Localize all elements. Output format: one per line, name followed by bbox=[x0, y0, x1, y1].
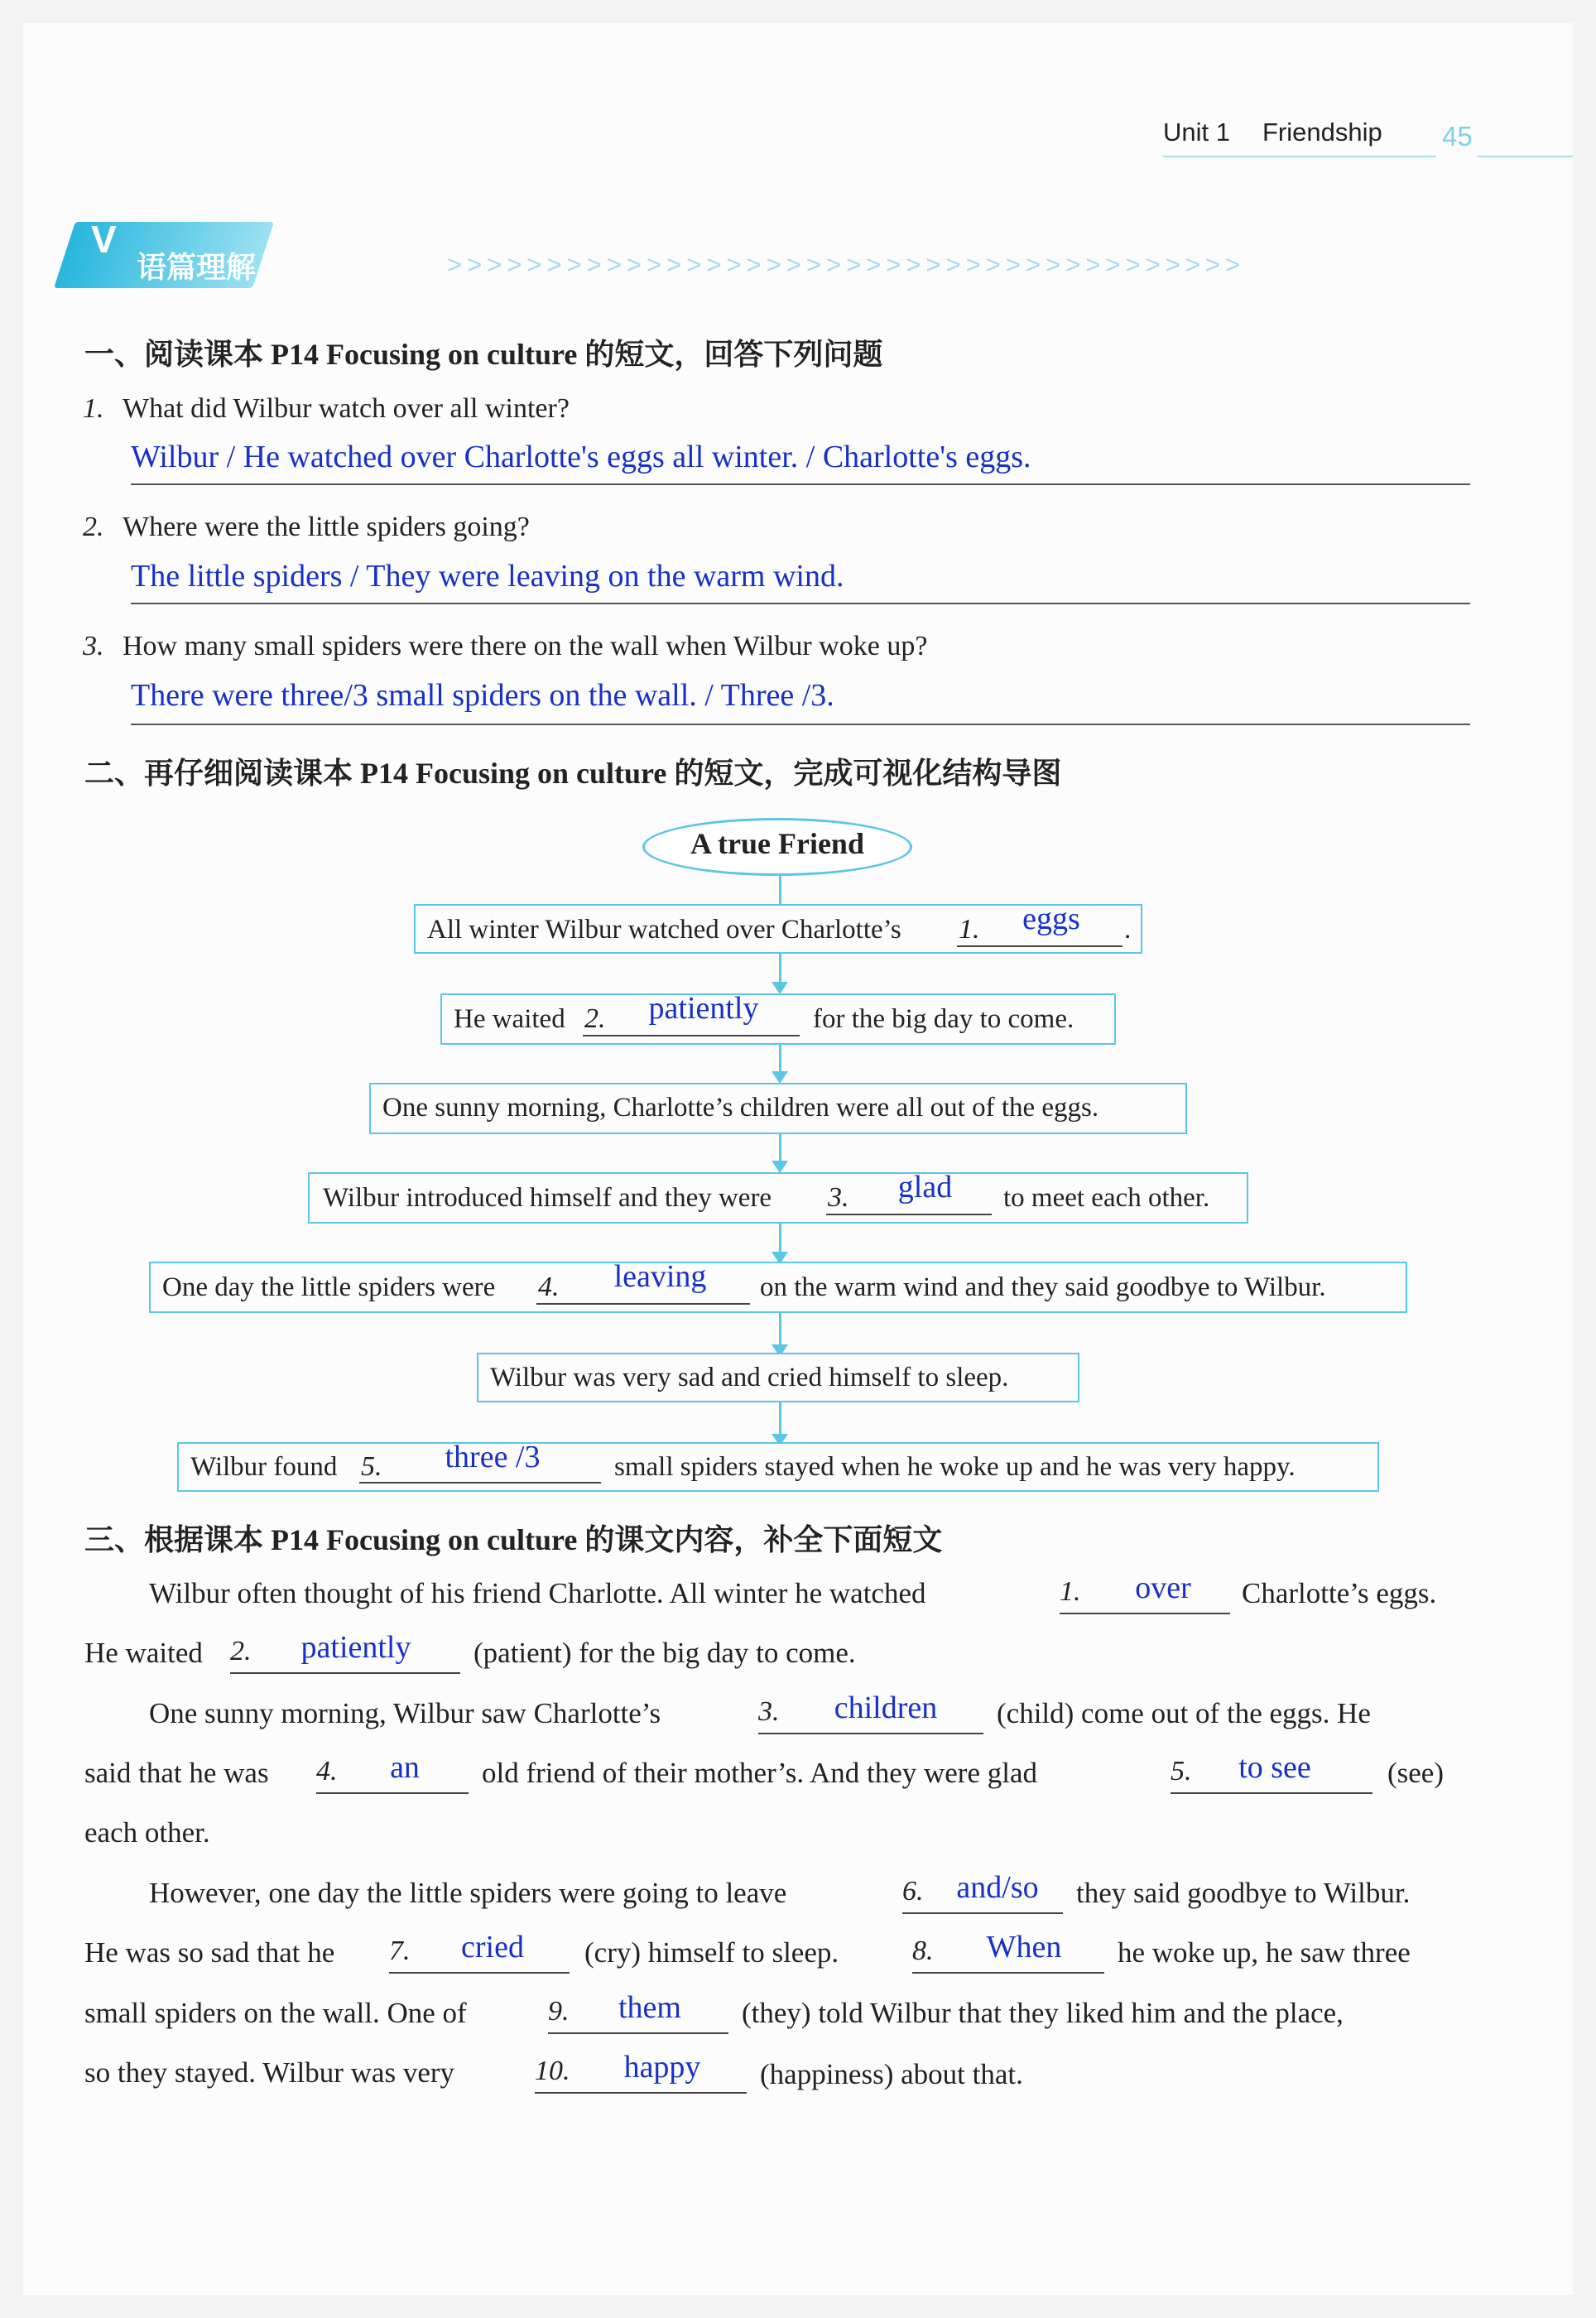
flow-box-5-end: on the warm wind and they said goodbye to Wilbur. bbox=[760, 1272, 1326, 1302]
blank-answer: When bbox=[986, 1930, 1062, 1965]
page-number: 45 bbox=[1442, 121, 1473, 151]
answer-line bbox=[131, 724, 1470, 725]
passage-text: he woke up, he saw three bbox=[1118, 1936, 1411, 1969]
blank-line bbox=[536, 1303, 750, 1305]
blank-number: 7. bbox=[389, 1936, 411, 1966]
passage-text: each other. bbox=[84, 1816, 210, 1849]
blank-answer: and/so bbox=[956, 1870, 1039, 1905]
blank-line bbox=[230, 1672, 460, 1674]
blank-line bbox=[1060, 1613, 1230, 1614]
header-rule-right bbox=[1478, 156, 1573, 157]
answer-line bbox=[131, 603, 1470, 604]
passage-text: old friend of their mother’s. And they were glad bbox=[482, 1757, 1037, 1789]
center-title: A true Friend bbox=[690, 827, 864, 860]
arrow-down-icon bbox=[772, 1161, 788, 1173]
passage-text: One sunny morning, Wilbur saw Charlotte’s bbox=[149, 1697, 661, 1729]
blank-line bbox=[912, 1972, 1104, 1974]
blank-line bbox=[359, 1482, 601, 1484]
flow-box-1-end: . bbox=[1124, 915, 1132, 945]
blank-number: 4. bbox=[538, 1272, 560, 1302]
connector bbox=[779, 1133, 781, 1164]
blank-number: 1. bbox=[1060, 1576, 1081, 1607]
question-3 bbox=[83, 631, 927, 662]
section-title: 语篇理解 bbox=[137, 250, 257, 284]
blank-answer: to see bbox=[1238, 1750, 1311, 1785]
blank-number: 9. bbox=[548, 1996, 570, 2027]
blank-number: 1. bbox=[959, 914, 980, 945]
blank-line bbox=[957, 945, 1122, 947]
passage-text: (child) come out of the eggs. He bbox=[997, 1697, 1371, 1729]
v-icon: V bbox=[91, 218, 117, 261]
part3-heading: 三、根据课本 P14 Focusing on culture 的课文内容，补全下面短文 bbox=[84, 1523, 943, 1556]
passage-text: said that he was bbox=[84, 1757, 269, 1789]
part1-heading: 一、阅读课本 P14 Focusing on culture 的短文，回答下列问题 bbox=[84, 338, 883, 371]
flow-box-7-end: small spiders stayed when he woke up and he was very happy. bbox=[614, 1452, 1296, 1482]
blank-line bbox=[389, 1972, 570, 1974]
blank-line bbox=[535, 2092, 747, 2094]
passage-text: so they stayed. Wilbur was very bbox=[84, 2056, 455, 2089]
passage-text: small spiders on the wall. One of bbox=[84, 1997, 467, 2029]
blank-answer: them bbox=[618, 1990, 681, 2025]
flow-box-7-text: Wilbur found bbox=[190, 1452, 338, 1482]
blank-answer: over bbox=[1135, 1570, 1191, 1605]
passage-text: (patient) for the big day to come. bbox=[474, 1637, 856, 1669]
flow-box-4-end: to meet each other. bbox=[1003, 1183, 1210, 1213]
passage-text: (cry) himself to sleep. bbox=[584, 1936, 839, 1969]
passage-text: However, one day the little spiders were going to leave bbox=[149, 1877, 787, 1909]
blank-number: 2. bbox=[230, 1636, 252, 1666]
flow-box-5-text: One day the little spiders were bbox=[162, 1272, 496, 1302]
blank-answer: three /3 bbox=[445, 1440, 541, 1474]
flow-box-2-end: for the big day to come. bbox=[813, 1004, 1074, 1034]
passage-text: they said goodbye to Wilbur. bbox=[1076, 1877, 1411, 1909]
question-number: 1. bbox=[83, 393, 104, 424]
answer-3: There were three/3 small spiders on the wall. / Three /3. bbox=[131, 678, 834, 713]
blank-answer: happy bbox=[623, 2050, 701, 2085]
question-number: 3. bbox=[83, 631, 104, 661]
question-text: Where were the little spiders going? bbox=[123, 512, 530, 542]
answer-line bbox=[131, 483, 1470, 485]
blank-number: 5. bbox=[361, 1451, 382, 1482]
flow-box-3-text: One sunny morning, Charlotte’s children were all out of the eggs. bbox=[382, 1093, 1099, 1123]
connector bbox=[779, 1402, 781, 1437]
blank-number: 3. bbox=[828, 1182, 849, 1213]
question-number: 2. bbox=[83, 512, 104, 542]
header-rule bbox=[1163, 156, 1436, 157]
flow-box-4-text: Wilbur introduced himself and they were bbox=[323, 1183, 772, 1213]
blank-line bbox=[1171, 1792, 1372, 1794]
blank-line bbox=[316, 1792, 469, 1794]
blank-line bbox=[583, 1035, 800, 1036]
blank-answer: cried bbox=[461, 1930, 524, 1965]
blank-number: 5. bbox=[1171, 1756, 1192, 1787]
question-text: How many small spiders were there on the wall when Wilbur woke up? bbox=[123, 631, 928, 661]
passage-text: (happiness) about that. bbox=[760, 2058, 1023, 2090]
connector bbox=[779, 1224, 781, 1255]
question-1 bbox=[83, 393, 570, 425]
passage-text: He waited bbox=[84, 1637, 203, 1669]
connector bbox=[779, 876, 781, 904]
arrow-down-icon bbox=[772, 1071, 788, 1084]
answer-2: The little spiders / They were leaving on the warm wind. bbox=[131, 559, 844, 594]
passage-text: Charlotte’s eggs. bbox=[1242, 1577, 1437, 1609]
answer-1: Wilbur / He watched over Charlotte's eggs all winter. / Charlotte's eggs. bbox=[131, 440, 1031, 474]
blank-answer: patiently bbox=[300, 1630, 411, 1665]
blank-answer: children bbox=[834, 1690, 938, 1725]
blank-line bbox=[902, 1912, 1063, 1914]
decorative-arrows: >>>>>>>>>>>>>>>>>>>>>>>>>>>>>>>>>>>>>>>> bbox=[447, 250, 1246, 279]
connector bbox=[779, 1313, 781, 1348]
header-title: Friendship bbox=[1262, 118, 1382, 147]
blank-number: 8. bbox=[912, 1936, 934, 1966]
passage-text: Wilbur often thought of his friend Charlotte. All winter he watched bbox=[149, 1577, 926, 1609]
blank-answer: glad bbox=[897, 1170, 953, 1205]
blank-number: 6. bbox=[902, 1876, 924, 1907]
blank-line bbox=[758, 1733, 983, 1734]
blank-number: 10. bbox=[535, 2056, 570, 2086]
blank-line bbox=[548, 2032, 728, 2034]
blank-line bbox=[826, 1214, 992, 1215]
question-text: What did Wilbur watch over all winter? bbox=[123, 393, 570, 424]
flow-box-6-text: Wilbur was very sad and cried himself to sleep. bbox=[490, 1363, 1009, 1392]
blank-answer: an bbox=[390, 1750, 420, 1785]
blank-number: 2. bbox=[584, 1003, 606, 1034]
header-unit: Unit 1 bbox=[1163, 118, 1230, 147]
flow-box-2-text: He waited bbox=[454, 1004, 565, 1034]
part2-heading: 二、再仔细阅读课本 P14 Focusing on culture 的短文，完成可视化结构导图 bbox=[84, 757, 1062, 790]
blank-answer: eggs bbox=[1022, 902, 1080, 936]
blank-number: 3. bbox=[758, 1696, 780, 1727]
passage-text: He was so sad that he bbox=[84, 1936, 335, 1969]
flow-box-1-text: All winter Wilbur watched over Charlotte’s bbox=[427, 915, 901, 945]
blank-number: 4. bbox=[316, 1756, 338, 1787]
blank-answer: patiently bbox=[648, 991, 759, 1026]
question-2 bbox=[83, 512, 530, 543]
passage-text: (see) bbox=[1387, 1757, 1445, 1789]
passage-text: (they) told Wilbur that they liked him and the place, bbox=[742, 1997, 1344, 2029]
connector bbox=[779, 1045, 781, 1075]
blank-answer: leaving bbox=[613, 1259, 707, 1294]
